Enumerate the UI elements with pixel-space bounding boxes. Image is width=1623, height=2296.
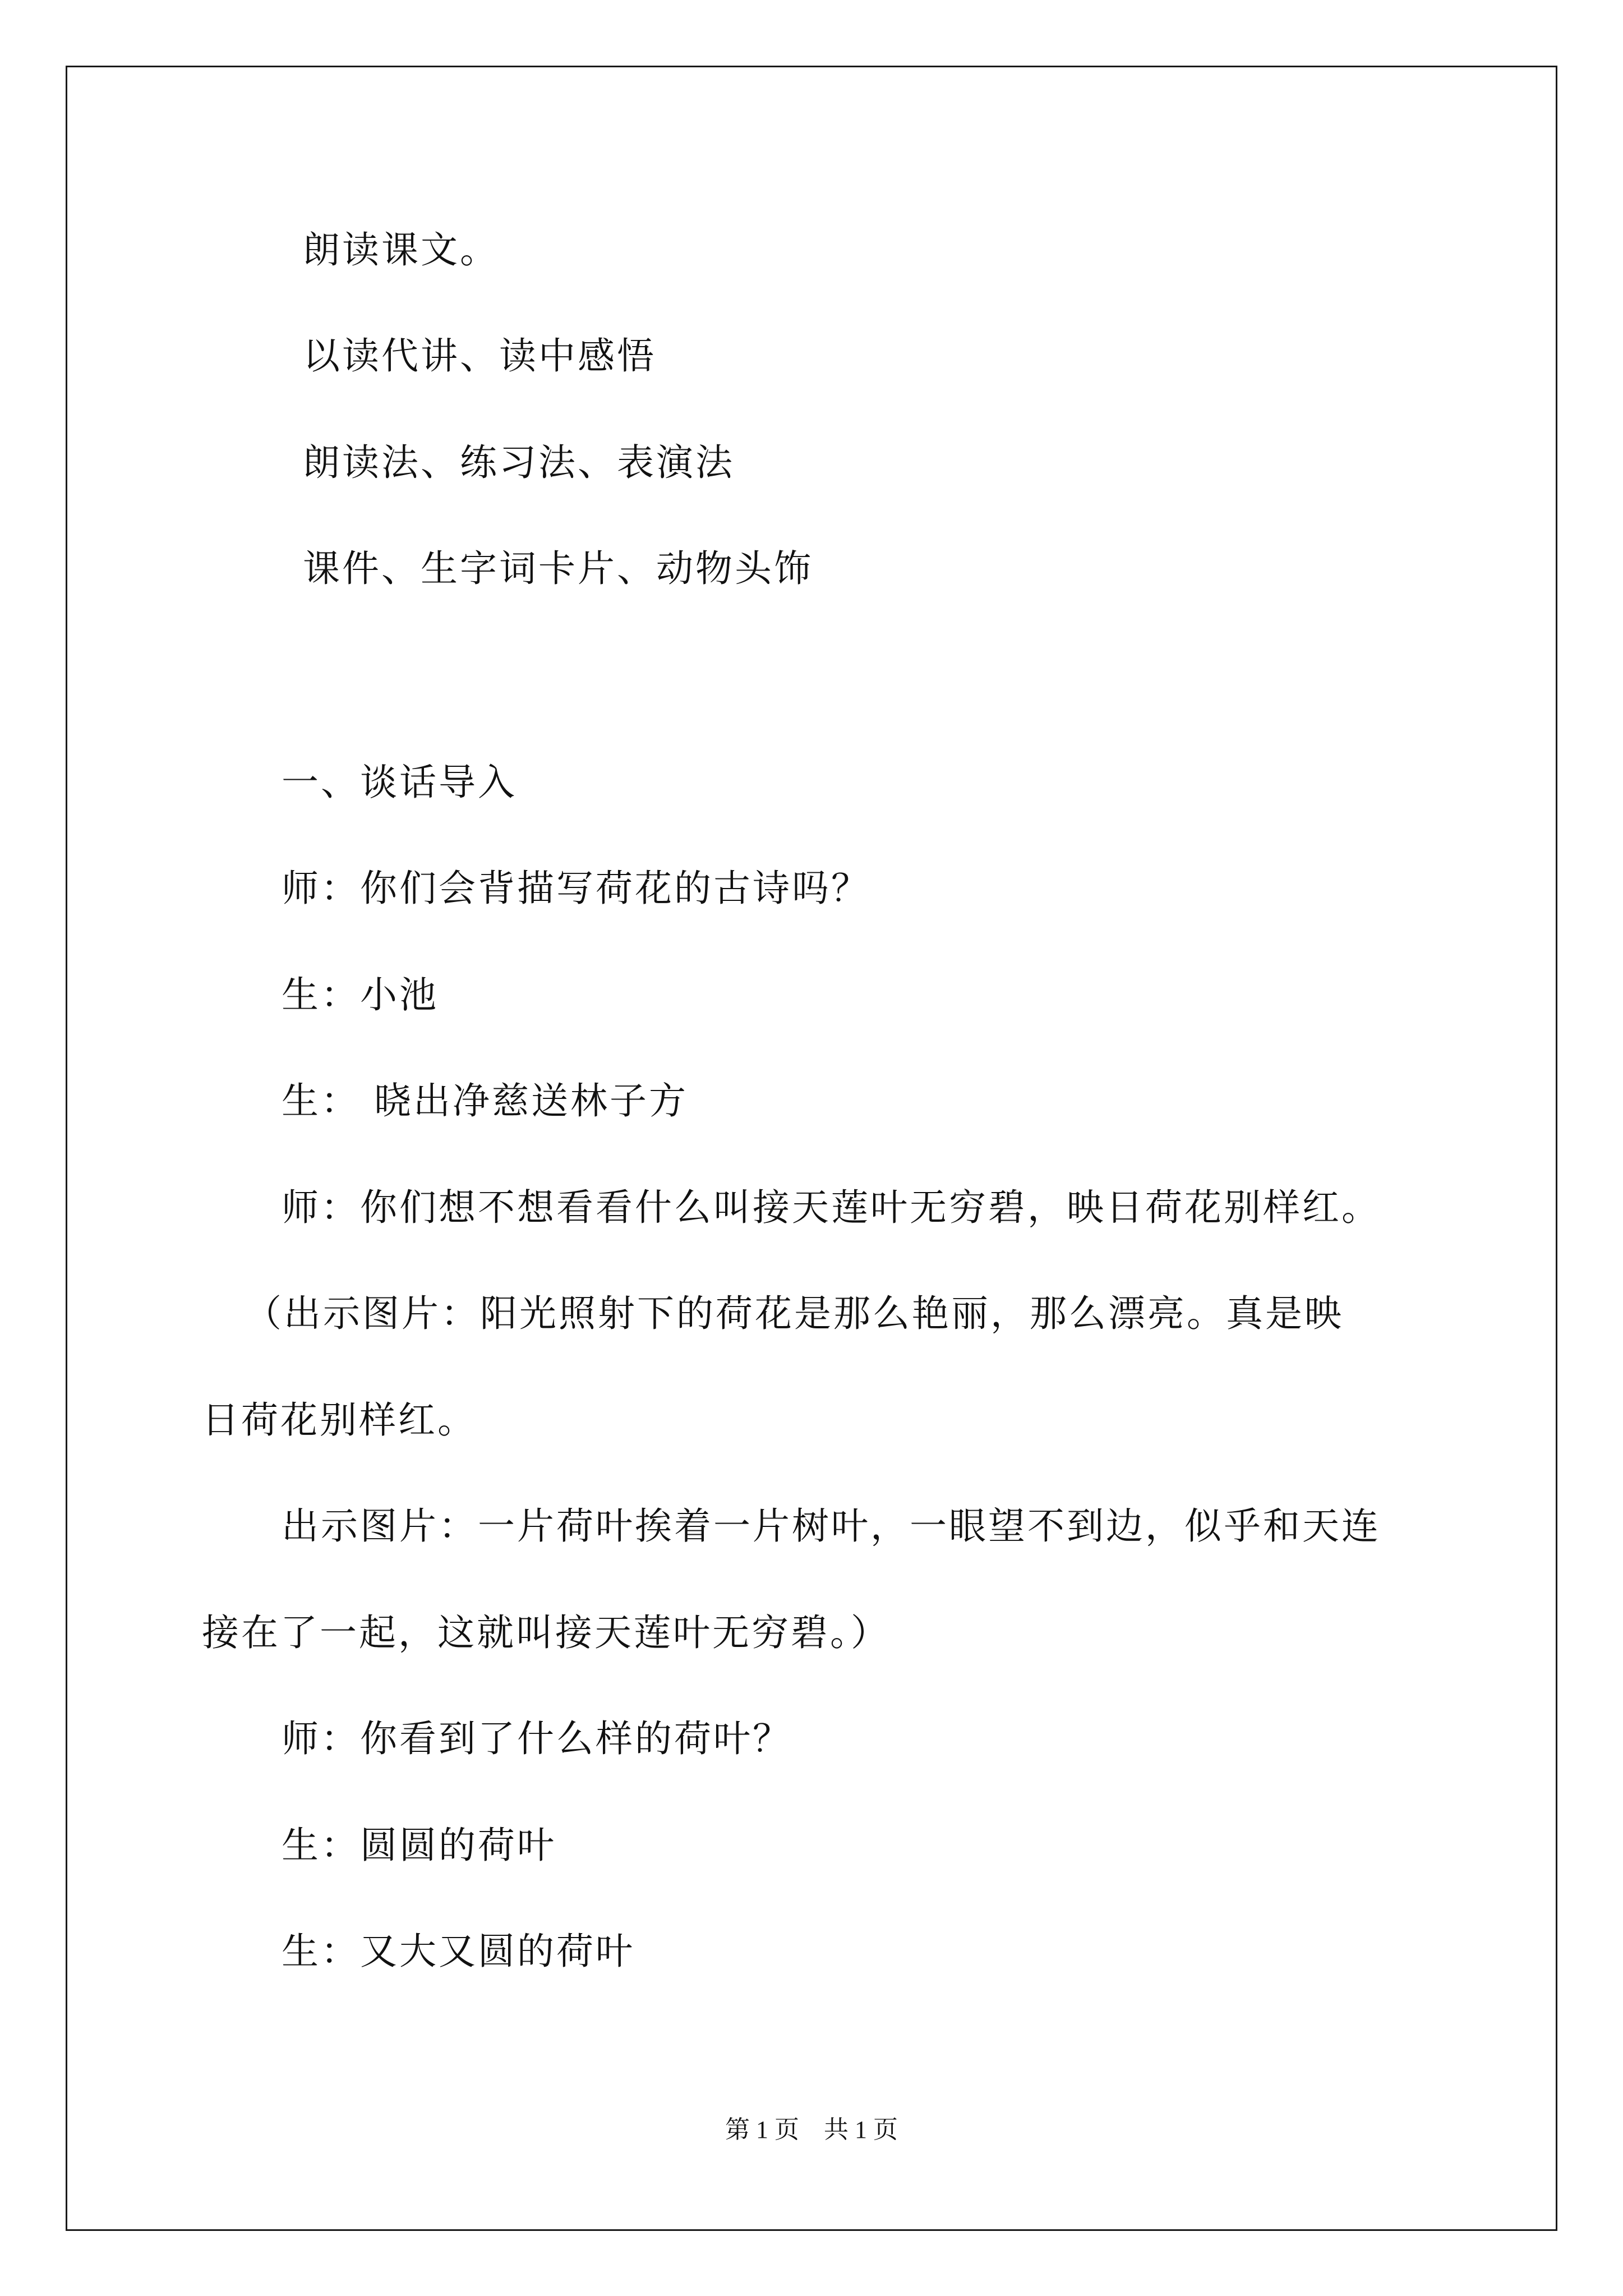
text-line-2: 以读代讲、读中感悟 [303,334,656,378]
page-number-footer: 第 1 页 共 1 页 [725,2116,898,2143]
page-border [66,66,1557,2231]
text-line-3: 朗读法、练习法、表演法 [303,441,735,484]
text-line-8: 生： 晓出净慈送林子方 [282,1079,688,1122]
text-line-16: 生：又大又圆的荷叶 [282,1930,635,1973]
text-line-6: 师：你们会背描写荷花的古诗吗？ [282,867,870,910]
text-line-1: 朗读课文。 [303,228,499,272]
text-line-15: 生：圆圆的荷叶 [282,1824,556,1867]
text-line-7: 生：小池 [282,973,439,1016]
text-line-12: 出示图片：一片荷叶挨着一片树叶，一眼望不到边，似乎和天连 [282,1504,1381,1548]
text-line-4: 课件、生字词卡片、动物头饰 [303,547,813,590]
text-line-13: 接在了一起，这就叫接天莲叶无穷碧。） [202,1611,890,1654]
section-heading: 一、谈话导入 [282,761,517,804]
text-line-10: （出示图片：阳光照射下的荷花是那么艳丽，那么漂亮。真是映 [245,1292,1344,1335]
text-line-11: 日荷花别样红。 [202,1398,477,1442]
text-line-14: 师：你看到了什么样的荷叶？ [282,1717,792,1760]
text-line-9: 师：你们想不想看看什么叫接天莲叶无穷碧，映日荷花别样红。 [282,1186,1381,1229]
